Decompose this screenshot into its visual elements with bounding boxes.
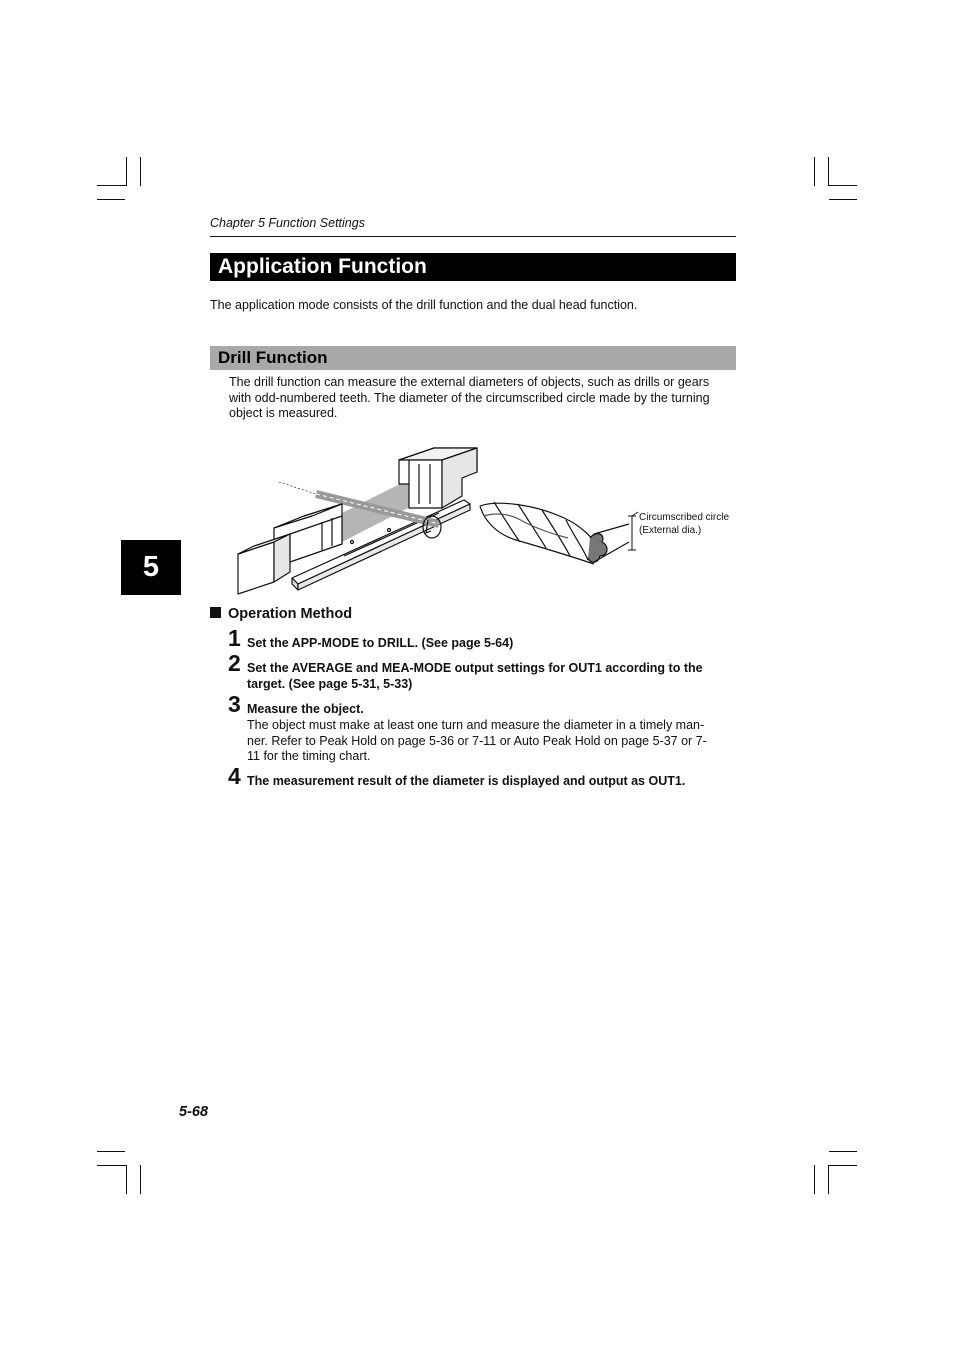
section-title: Application Function bbox=[210, 253, 736, 281]
drill-description bbox=[229, 375, 736, 422]
crop-mark bbox=[829, 1151, 857, 1152]
crop-mark bbox=[97, 1151, 125, 1152]
operation-heading-text: Operation Method bbox=[228, 606, 353, 622]
chapter-tab: 5 bbox=[121, 540, 181, 595]
crop-mark bbox=[126, 157, 127, 186]
crop-mark bbox=[814, 1165, 815, 1194]
section-intro: The application mode consists of the drill function and the dual head function. bbox=[210, 298, 638, 312]
crop-mark bbox=[140, 1165, 141, 1194]
crop-mark bbox=[829, 199, 857, 200]
operation-heading bbox=[210, 605, 352, 623]
crop-mark bbox=[97, 199, 125, 200]
step-detail-line: The object must make at least one turn and measure the diameter in a timely man- bbox=[247, 718, 705, 732]
step-text bbox=[247, 773, 736, 789]
page-number: 5-68 bbox=[179, 1104, 209, 1120]
drill-description-line: The drill function can measure the external diameters of objects, such as drills or gears bbox=[229, 375, 710, 389]
callout-line: Circumscribed circle bbox=[639, 512, 730, 523]
callout-line: (External dia.) bbox=[639, 525, 702, 536]
step-text-line: Set the APP-MODE to DRILL. (See page 5-64) bbox=[247, 636, 514, 650]
chapter-header: Chapter 5 Function Settings bbox=[210, 215, 736, 237]
step-text bbox=[247, 660, 736, 692]
drill-function-title: Drill Function bbox=[210, 346, 736, 370]
square-bullet-icon bbox=[210, 607, 221, 618]
crop-mark bbox=[97, 1165, 127, 1166]
crop-mark bbox=[828, 157, 829, 186]
step-text-line: The measurement result of the diameter is displayed and output as OUT1. bbox=[247, 774, 686, 788]
step-number: 4 bbox=[228, 763, 241, 789]
step-detail-line: ner. Refer to Peak Hold on page 5-36 or 7-11 or Auto Peak Hold on page 5-37 or 7- bbox=[247, 733, 707, 748]
crop-mark bbox=[126, 1165, 127, 1194]
step-text bbox=[247, 701, 736, 717]
step-detail-line: 11 for the timing chart. bbox=[247, 749, 371, 763]
crop-mark bbox=[828, 1165, 829, 1194]
crop-mark bbox=[140, 157, 141, 186]
crop-mark bbox=[97, 185, 127, 186]
crop-mark bbox=[828, 1165, 857, 1166]
step-text-line: Set the AVERAGE and MEA-MODE output settings for OUT1 according to the bbox=[247, 661, 703, 675]
crop-mark bbox=[828, 185, 857, 186]
drill-description-line: with odd-numbered teeth. The diameter of the circumscribed circle made by the turning bbox=[229, 390, 710, 405]
figure-callout bbox=[639, 511, 749, 537]
step-text-line: Measure the object. bbox=[247, 702, 364, 716]
step-detail bbox=[247, 718, 736, 765]
crop-mark bbox=[814, 157, 815, 186]
step-text bbox=[247, 635, 736, 651]
step-number: 3 bbox=[228, 691, 241, 717]
drill-description-line: object is measured. bbox=[229, 406, 338, 420]
step-text-line: target. (See page 5-31, 5-33) bbox=[247, 677, 413, 691]
step-number: 2 bbox=[228, 650, 241, 676]
step-number: 1 bbox=[228, 625, 241, 651]
